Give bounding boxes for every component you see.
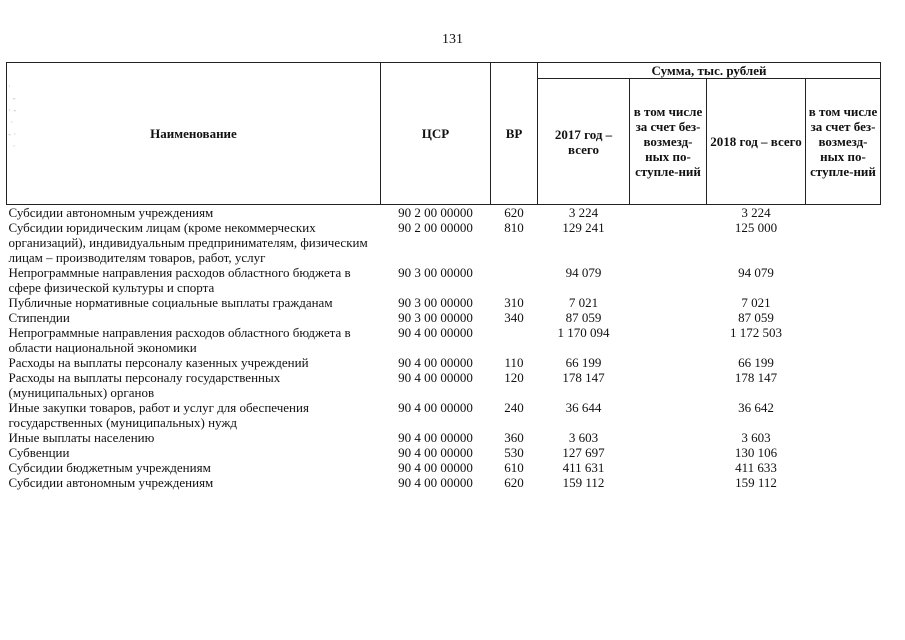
table-row	[7, 205, 881, 221]
cell-csr: 90 3 00 00000	[398, 265, 473, 280]
cell-name: Публичные нормативные социальные выплаты гражданам	[8, 295, 333, 310]
cell-name: Непрограммные направления расходов областного бюджета в сфере физической культуры и спорта	[8, 265, 351, 295]
cell-2017: 127 697	[562, 445, 605, 460]
cell-2017-free	[630, 460, 707, 475]
table-row	[7, 475, 881, 490]
table-row	[7, 460, 881, 475]
cell-2018: 66 199	[738, 355, 774, 370]
cell-vr: 620	[504, 205, 524, 220]
cell-csr: 90 4 00 00000	[398, 370, 473, 385]
cell-2017: 3 603	[568, 430, 599, 445]
cell-csr: 90 4 00 00000	[398, 400, 473, 415]
cell-vr: 340	[504, 310, 524, 325]
cell-2017-free	[630, 430, 707, 445]
cell-name: Субсидии автономным учреждениям	[8, 205, 214, 220]
cell-2018: 3 224	[741, 205, 771, 220]
table-row	[7, 310, 881, 325]
cell-name: Субвенции	[8, 445, 70, 460]
cell-2017-free	[630, 355, 707, 370]
cell-vr: 360	[504, 430, 524, 445]
cell-2017-free	[630, 325, 707, 355]
header-2018-gratuitous: в том числе за счет без-возмезд-ных по-ступле-ний	[806, 79, 881, 205]
cell-2017-free	[630, 205, 707, 221]
table-row	[7, 445, 881, 460]
cell-name: Субсидии юридическим лицам (кроме некоммерческих организаций), индивидуальным предпринимателям, физическим лицам – производителям товаров, работ, услуг	[8, 220, 368, 265]
table-row	[7, 370, 881, 400]
table-row	[7, 220, 881, 265]
cell-name: Иные выплаты населению	[8, 430, 155, 445]
scan-noise: · - · - · - · ·	[8, 81, 17, 151]
cell-2018-free	[806, 310, 881, 325]
cell-2017: 129 241	[562, 220, 605, 235]
cell-2018-free	[806, 430, 881, 445]
cell-2018-free	[806, 460, 881, 475]
cell-csr: 90 3 00 00000	[398, 295, 473, 310]
cell-2018: 7 021	[741, 295, 771, 310]
cell-vr	[491, 325, 538, 355]
cell-2017-free	[630, 445, 707, 460]
page-number: 131	[442, 32, 463, 47]
cell-2018: 159 112	[735, 475, 777, 490]
cell-csr: 90 2 00 00000	[398, 220, 473, 235]
cell-2018: 87 059	[738, 310, 774, 325]
table-body	[7, 205, 881, 491]
cell-2017: 87 059	[565, 310, 602, 325]
cell-2018: 125 000	[734, 220, 778, 235]
cell-csr: 90 4 00 00000	[398, 460, 473, 475]
cell-csr: 90 4 00 00000	[398, 430, 473, 445]
cell-name: Стипендии	[8, 310, 70, 325]
cell-vr: 240	[504, 400, 524, 415]
header-name: Наименование	[7, 63, 381, 205]
cell-2018: 1 172 503	[730, 325, 782, 340]
cell-name: Иные закупки товаров, работ и услуг для обеспечения государственных (муниципальных) нужд	[8, 400, 309, 430]
cell-vr: 110	[504, 355, 524, 370]
header-csr: ЦСР	[381, 63, 491, 205]
cell-2017: 3 224	[568, 205, 599, 220]
cell-2017-free	[630, 220, 707, 265]
cell-2018-free	[806, 370, 881, 400]
cell-2017: 159 112	[562, 475, 605, 490]
cell-2017-free	[630, 370, 707, 400]
cell-2018: 130 106	[734, 445, 778, 460]
cell-vr: 620	[504, 475, 524, 490]
header-2018-total: 2018 год – всего	[707, 79, 806, 205]
cell-2017: 1 170 094	[557, 325, 610, 340]
cell-2018-free	[806, 220, 881, 265]
cell-2018: 36 642	[738, 400, 774, 415]
cell-vr: 310	[504, 295, 524, 310]
table-row	[7, 295, 881, 310]
budget-table	[6, 62, 881, 490]
table-row	[7, 430, 881, 445]
cell-2018-free	[806, 325, 881, 355]
cell-csr: 90 4 00 00000	[398, 355, 473, 370]
cell-name: Расходы на выплаты персоналу казенных учреждений	[8, 355, 309, 370]
cell-2017: 66 199	[565, 355, 602, 370]
cell-2017: 7 021	[568, 295, 599, 310]
cell-vr: 530	[504, 445, 524, 460]
cell-2017-free	[630, 265, 707, 295]
cell-2018-free	[806, 265, 881, 295]
cell-csr: 90 4 00 00000	[398, 325, 473, 340]
cell-2017: 36 644	[565, 400, 602, 415]
cell-2017: 94 079	[565, 265, 602, 280]
cell-csr: 90 4 00 00000	[398, 445, 473, 460]
cell-2018-free	[806, 475, 881, 490]
cell-vr: 120	[504, 370, 524, 385]
cell-csr: 90 2 00 00000	[398, 205, 473, 220]
cell-2018-free	[806, 295, 881, 310]
table-row	[7, 400, 881, 430]
cell-2017-free	[630, 310, 707, 325]
cell-2018: 178 147	[734, 370, 778, 385]
cell-2017-free	[630, 400, 707, 430]
table-row	[7, 265, 881, 295]
cell-vr: 610	[504, 460, 524, 475]
cell-2017-free	[630, 475, 707, 490]
cell-2017: 178 147	[562, 370, 605, 385]
cell-2018: 3 603	[741, 430, 771, 445]
cell-2017: 411 631	[562, 460, 605, 475]
table-row	[7, 355, 881, 370]
cell-2018-free	[806, 355, 881, 370]
cell-2018-free	[806, 205, 881, 221]
cell-2018: 94 079	[738, 265, 774, 280]
cell-vr: 810	[504, 220, 524, 235]
cell-name: Непрограммные направления расходов областного бюджета в области национальной экономики	[8, 325, 351, 355]
header-sum-group: Сумма, тыс. рублей	[538, 63, 881, 79]
cell-csr: 90 4 00 00000	[398, 475, 473, 490]
cell-name: Субсидии автономным учреждениям	[8, 475, 214, 490]
table-row	[7, 325, 881, 355]
cell-2018-free	[806, 445, 881, 460]
cell-2017-free	[630, 295, 707, 310]
header-2017-gratuitous: в том числе за счет без-возмезд-ных по-ступле-ний	[630, 79, 707, 205]
header-vr: ВР	[491, 63, 538, 205]
cell-csr: 90 3 00 00000	[398, 310, 473, 325]
cell-name: Расходы на выплаты персоналу государственных (муниципальных) органов	[8, 370, 281, 400]
cell-2018-free	[806, 400, 881, 430]
cell-2018: 411 633	[735, 460, 777, 475]
cell-name: Субсидии бюджетным учреждениям	[8, 460, 211, 475]
header-2017-total: 2017 год – всего	[538, 79, 630, 205]
cell-vr	[491, 265, 538, 295]
